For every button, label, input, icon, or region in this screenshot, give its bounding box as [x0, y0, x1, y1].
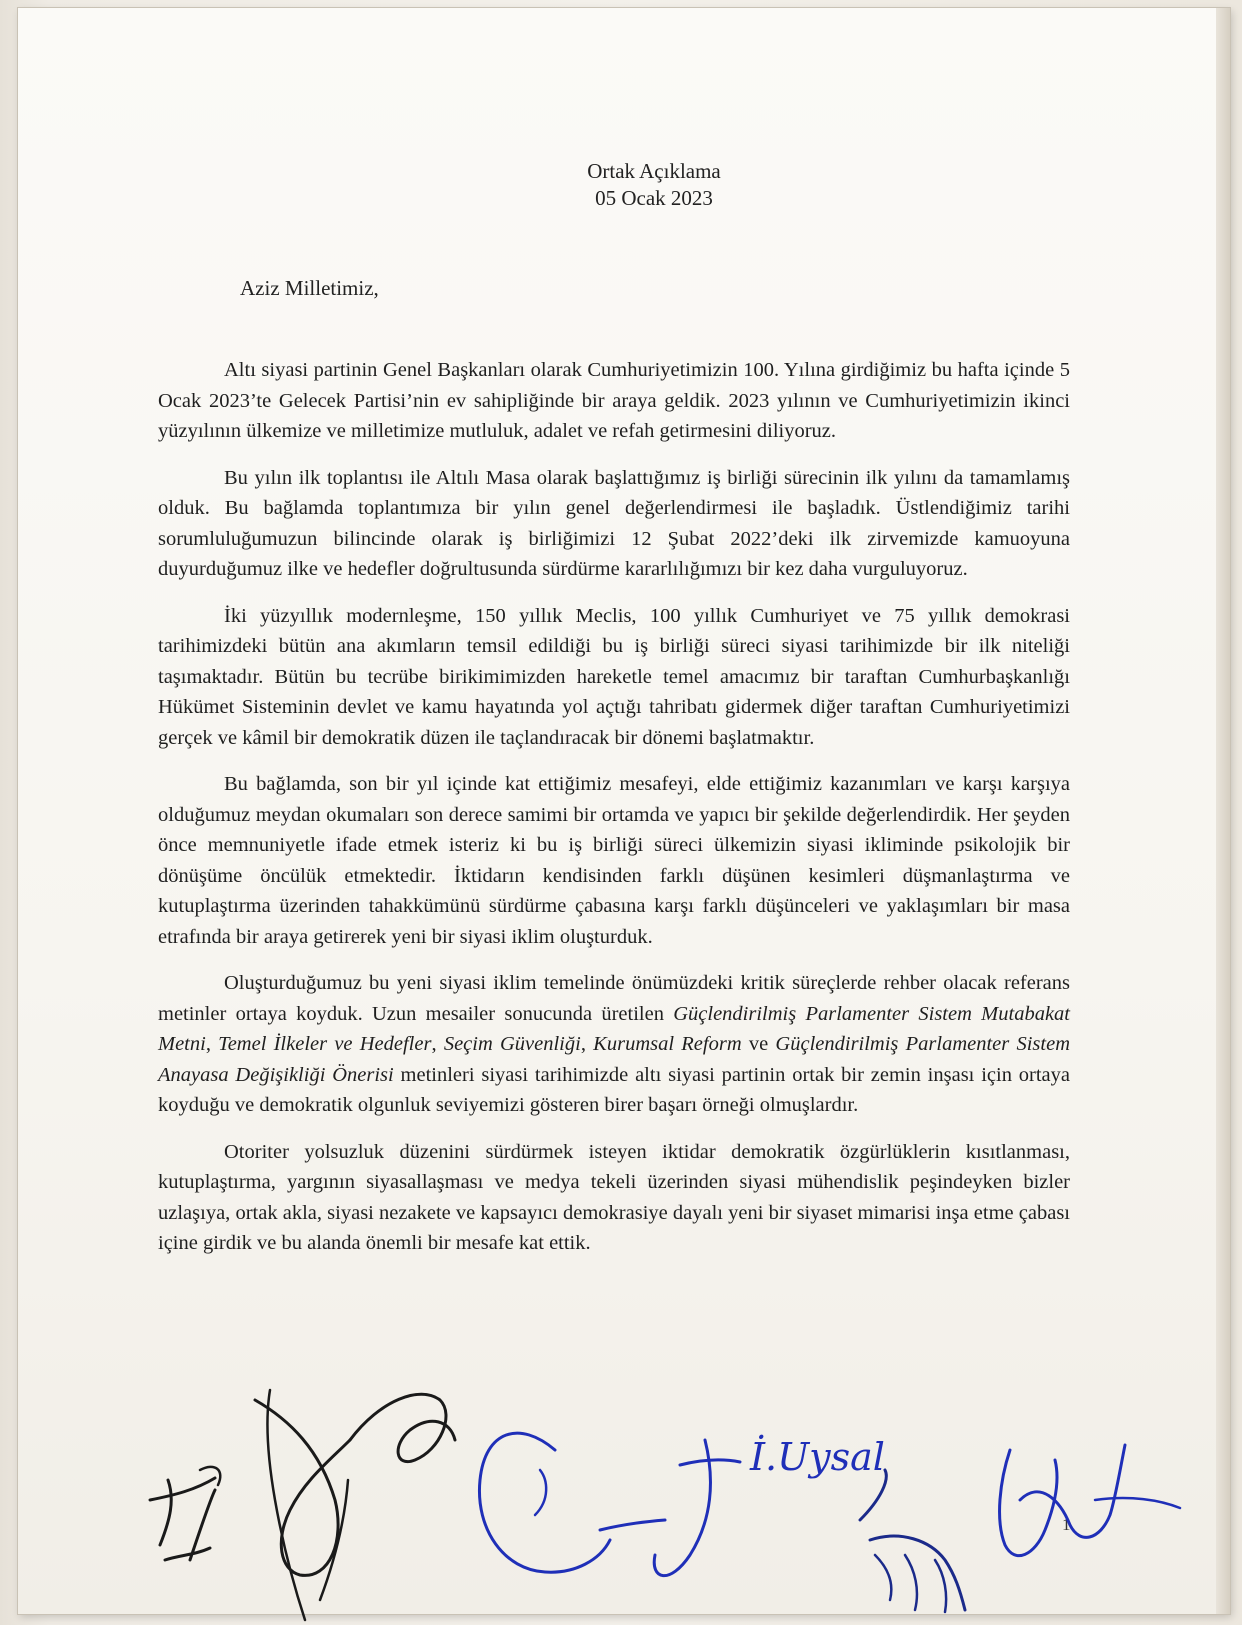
document-body	[158, 355, 1070, 1275]
signature-4-text: İ.Uysal	[750, 1435, 885, 1479]
paragraph-2: Bu yılın ilk toplantısı ile Altılı Masa olarak başlattığımız iş birliği sürecinin ilk yılını da tamamlamış olduk. Bu bağlamda toplantımıza bir yılın genel değerlendirmesi ile başladık. Üstlendiğimiz tarihi sorumluluğumuzun bilincinde olarak iş birliğimizi 12 Şubat 2022’deki ilk zirvemizde kamuoyuna duyurduğumuz ilke ve hedefler doğrultusunda sürdürme kararlılığımızı bir kez daha vurguluyoruz.	[158, 466, 1070, 580]
paragraph-5-text: Oluşturduğumuz bu yeni siyasi iklim temelinde önümüzdeki kritik süreçlerde rehber olacak referans metinler ortaya koyduk. Uzun mesailer sonucunda üretilen	[158, 972, 1070, 1025]
page-number: 1	[1062, 1515, 1071, 1534]
text-title-secim-guvenligi: Seçim Güvenliği	[443, 1033, 581, 1055]
text-title-gps-mutabakat: Güçlendirilmiş Parlamenter Sistem Mutabakat Metni	[158, 1002, 1070, 1055]
page-edge	[1216, 8, 1230, 1614]
text-title-kurumsal-reform: Kurumsal Reform	[593, 1033, 742, 1055]
document-header	[0, 158, 1242, 212]
document-date: 05 Ocak 2023	[595, 186, 713, 210]
greeting: Aziz Milletimiz,	[240, 276, 379, 300]
paragraph-6: Otoriter yolsuzluk düzenini sürdürmek isteyen iktidar demokratik özgürlüklerin kısıtlanması, kutuplaştırma, yargının siyasallaşması ve medya tekeli üzerinden siyasi mühendislik peşindeyken bizler uzlaşıya, ortak akla, siyasi nezakete ve kapsayıcı demokrasiye dayalı yeni bir siyaset mimarisi inşa etme çabası içine girdik ve bu alanda önemli bir mesafe kat ettik.	[158, 1140, 1070, 1254]
separator: ,	[580, 1033, 594, 1055]
paragraph-5	[158, 968, 1070, 1121]
document-title: Ortak Açıklama	[587, 159, 721, 183]
separator: ve	[741, 1033, 776, 1055]
paragraph-4: Bu bağlamda, son bir yıl içinde kat ettiğimiz mesafeyi, elde ettiğimiz kazanımları ve karşı karşıya olduğumuz meydan okumaları son derece samimi bir ortamda ve yapıcı bir şekilde değerlendirdik. Her şeyden önce memnuniyetle ifade etmek isteriz ki bu iş birliği süreci ülkemizin siyasi ikliminde psikolojik bir dönüşüme öncülük etmektedir. İktidarın kendisinden farklı düşünen kesimleri düşmanlaştırma ve kutuplaştırma üzerinden tahakkümünü sürdürme çabasına karşı farklı düşünceleri ve yaklaşımları bir masa etrafında bir araya getirerek yeni bir siyasi iklim oluşturduk.	[158, 773, 1070, 948]
paragraph-5-text-end: metinleri siyasi tarihimizde altı siyasi partinin ortak bir zemin inşası için ortaya koyduğu ve demokratik olgunluk seviyemizi gösteren birer başarı örneği olmuşlardır.	[158, 1063, 1070, 1116]
text-title-temel-ilkeler: Temel İlkeler ve Hedefler	[218, 1033, 432, 1055]
text-title-anayasa-onerisi: Güçlendirilmiş Parlamenter Sistem Anayasa Değişikliği Önerisi	[158, 1033, 1070, 1086]
separator: ,	[205, 1033, 219, 1055]
paragraph-3: İki yüzyıllık modernleşme, 150 yıllık Meclis, 100 yıllık Cumhuriyet ve 75 yıllık demokrasi tarihimizdeki bütün ana akımların temsil edildiği bu iş birliği süreci siyasi tarihimizde bir ilk niteliği taşımaktadır. Bütün bu tecrübe birikimimizden hareketle temel amacımız bir taraftan Cumhurbaşkanlığı Hükümet Sisteminin devlet ve kamu hayatında yol açtığı tahribatı gidermek diğer taraftan Cumhuriyetimizi gerçek ve kâmil bir demokratik düzen ile taçlandıracak bir dönemi başlatmaktır.	[158, 604, 1070, 749]
paragraph-1: Altı siyasi partinin Genel Başkanları olarak Cumhuriyetimizin 100. Yılına girdiğimiz bu hafta içinde 5 Ocak 2023’te Gelecek Partisi’nin ev sahipliğinde bir araya geldik. 2023 yılının ve Cumhuriyetimizin ikinci yüzyılının ülkemize ve milletimize mutluluk, adalet ve refah getirmesini diliyoruz.	[158, 359, 1070, 442]
separator: ,	[431, 1033, 444, 1055]
